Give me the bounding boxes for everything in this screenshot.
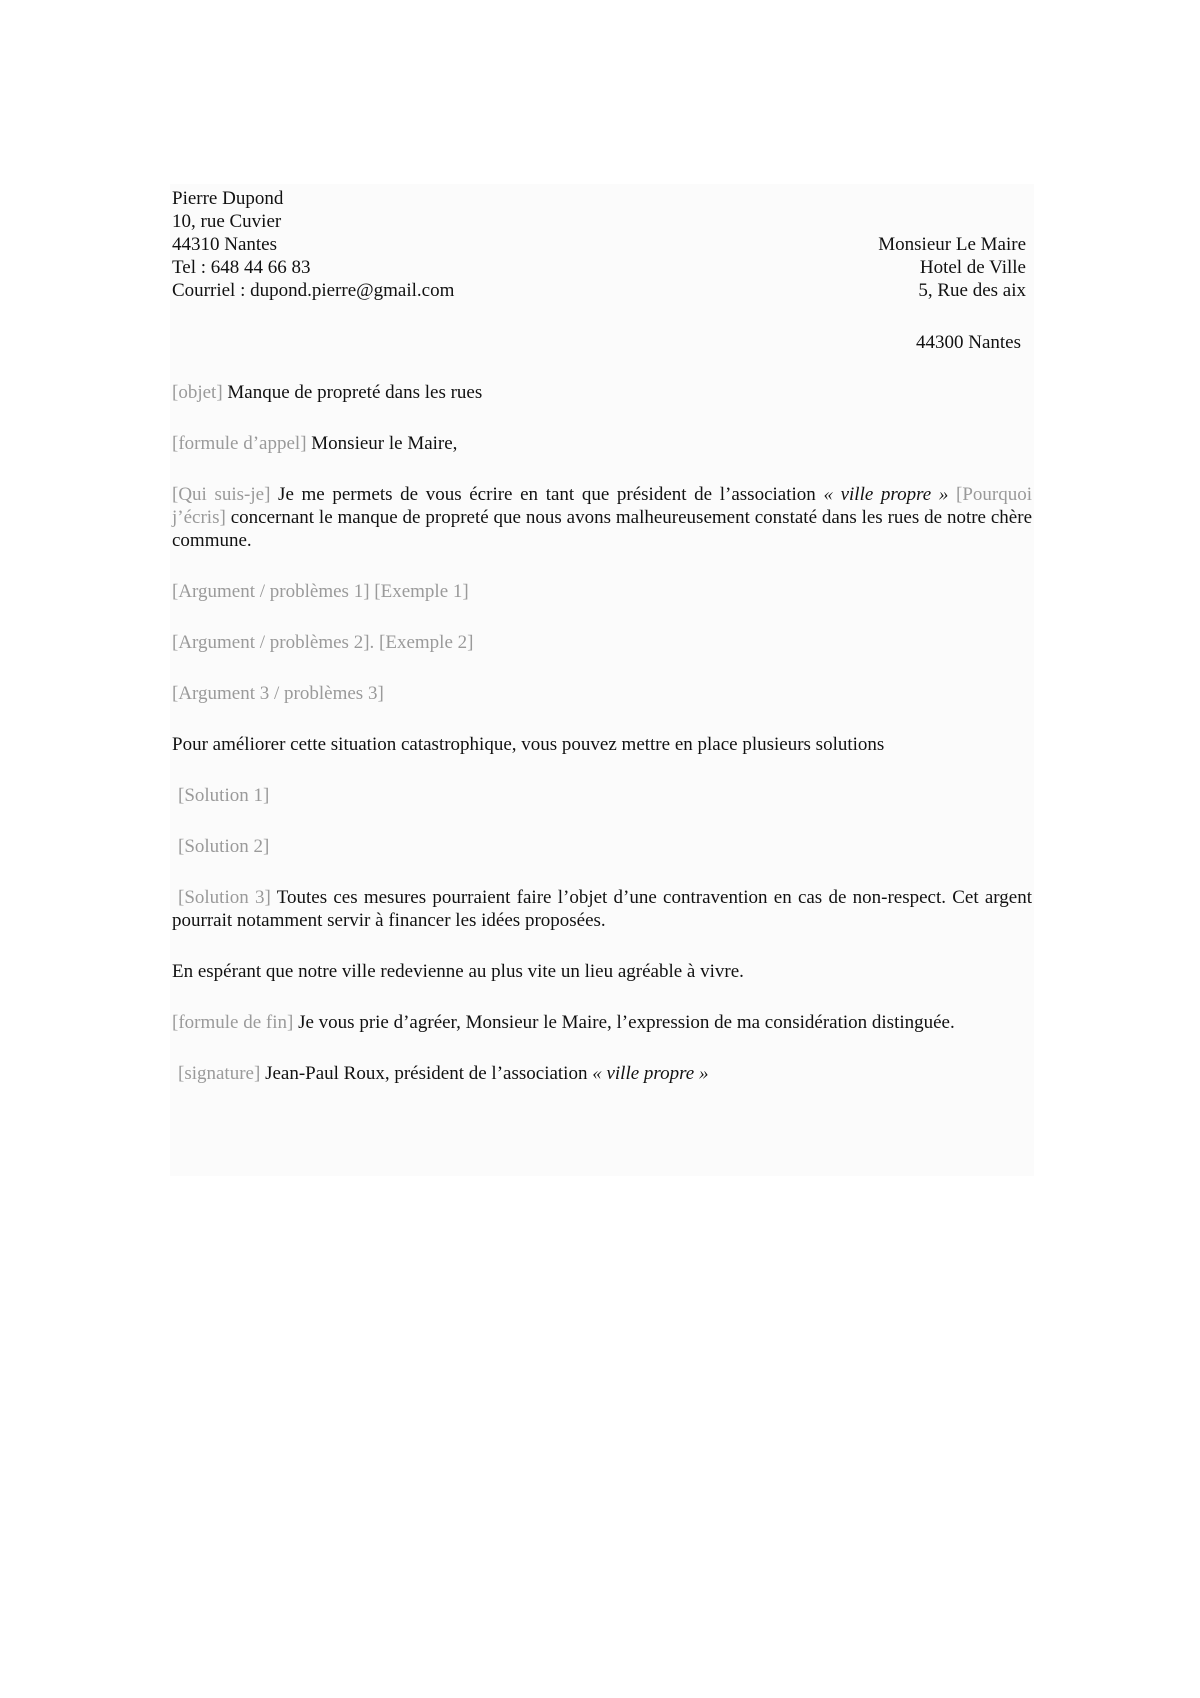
intro-why-tag: [Pourquoi j’écris] [172,484,1033,528]
closing-text: Je vous prie d’agréer, Monsieur le Maire, l’expression de ma considération distinguée. [298,1012,955,1033]
signature-text: Jean-Paul Roux, président de l’association [265,1063,588,1084]
solutions-intro: Pour améliorer cette situation catastrophique, vous pouvez mettre en place plusieurs solutions [172,734,885,755]
letter-content [172,381,1032,1113]
closing-tag: [formule de fin] [172,1012,294,1033]
argument-2: [Argument / problèmes 2]. [Exemple 2] [172,632,474,653]
solution-3-paragraph [172,886,1032,932]
sender-city: 44310 Nantes [172,234,278,255]
closing-paragraph [172,1011,1032,1034]
greeting-line [172,432,1032,455]
recipient-address-block [666,233,1026,302]
sender-phone: Tel : 648 44 66 83 [172,257,311,278]
intro-association-name: « ville propre » [823,484,949,505]
solution-3-tag: [Solution 3] [178,887,271,908]
recipient-building: Hotel de Ville [919,257,1026,278]
solution-2: [Solution 2] [178,836,270,857]
recipient-city: 44300 Nantes [915,332,1021,353]
signature-association-name: « ville propre » [592,1063,709,1084]
argument-1: [Argument / problèmes 1] [Exemple 1] [172,581,469,602]
intro-why-text: concernant le manque de propreté que nous avons malheureusement constaté dans les rues de notre chère commune. [172,507,1032,551]
recipient-street: 5, Rue des aix [918,280,1026,301]
sender-email: Courriel : dupond.pierre@gmail.com [172,280,455,301]
recipient-name: Monsieur Le Maire [878,234,1026,255]
object-text: Manque de propreté dans les rues [227,382,483,403]
letter-body [170,184,1034,1176]
sender-name: Pierre Dupond [172,188,284,209]
signature-tag: [signature] [178,1063,261,1084]
hope-paragraph: En espérant que notre ville redevienne au plus vite un lieu agréable à vivre. [172,961,744,982]
sender-street: 10, rue Cuvier [172,211,282,232]
sender-address-block [172,187,592,302]
solution-1: [Solution 1] [178,785,270,806]
greeting-text: Monsieur le Maire, [311,433,458,454]
greeting-tag: [formule d’appel] [172,433,307,454]
solution-3-text: Toutes ces mesures pourraient faire l’objet d’une contravention en cas de non-respect. Cet argent pourrait notamment servir à financer les idées proposées. [172,887,1032,931]
intro-paragraph [172,483,1032,552]
object-tag: [objet] [172,382,223,403]
argument-3: [Argument 3 / problèmes 3] [172,683,384,704]
object-line [172,381,1032,404]
signature-line [172,1062,1032,1085]
intro-who-text: Je me permets de vous écrire en tant que président de l’association [278,484,816,505]
intro-who-tag: [Qui suis-je] [172,484,271,505]
